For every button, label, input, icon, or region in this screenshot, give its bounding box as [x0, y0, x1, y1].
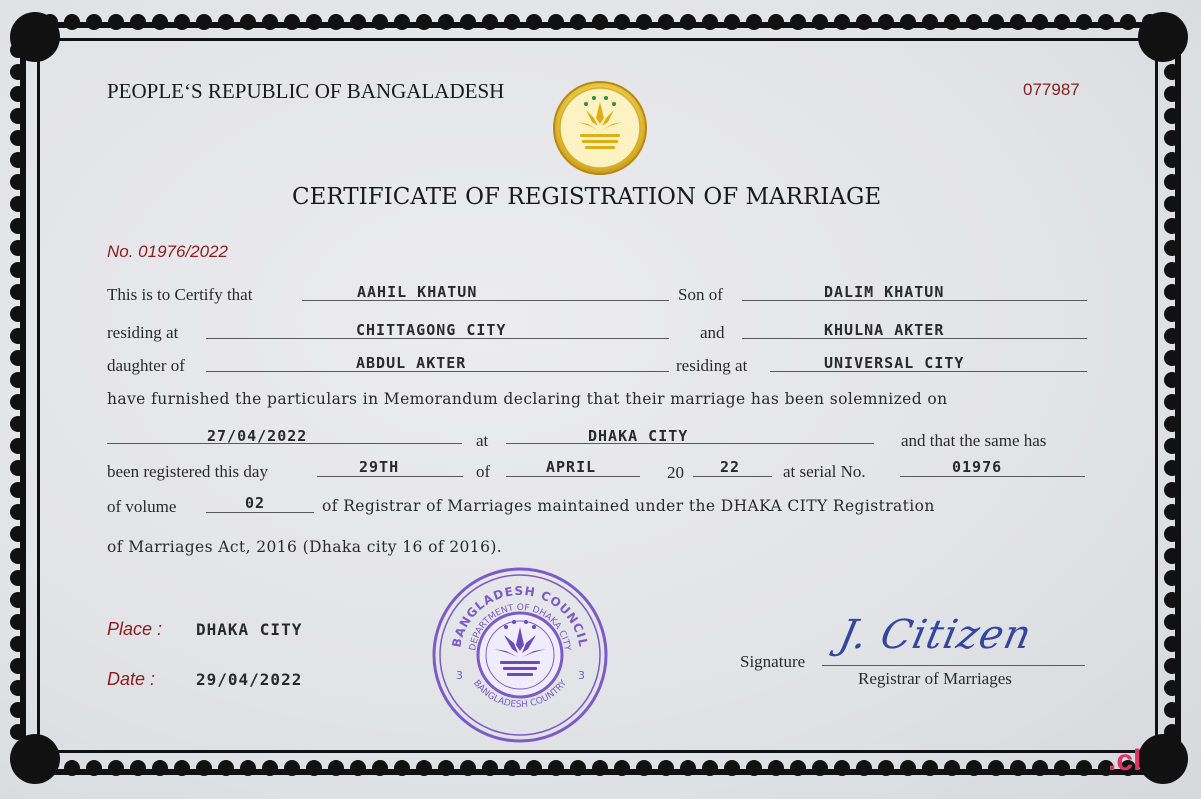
field-volume: 02: [245, 494, 266, 512]
label-and: and: [700, 323, 725, 342]
stamp-bottom-text: BANGLADESH COUNTRY: [470, 678, 570, 711]
field-bride-name: KHULNA AKTER: [824, 321, 945, 339]
watermark-text: .cl: [1108, 744, 1142, 777]
label-same-has: and that the same has: [901, 431, 1047, 450]
stamp-right-number: 3: [578, 669, 585, 682]
field-reg-year: 22: [720, 458, 741, 476]
field-groom-name: AAHIL KHATUN: [357, 283, 478, 301]
label-daughter-of: daughter of: [107, 356, 185, 375]
stamp-left-number: 3: [456, 669, 463, 682]
label-place: Place :: [107, 619, 163, 639]
field-solemnized-place: DHAKA CITY: [588, 427, 689, 445]
label-registrar-of-marriages: Registrar of Marriages: [858, 669, 1012, 688]
label-son-of: Son of: [678, 285, 723, 304]
field-date: 29/04/2022: [196, 670, 303, 689]
text-registrar: of Registrar of Marriages maintained under the DHAKA CITY Registration: [322, 497, 935, 515]
field-reg-month: APRIL: [546, 458, 597, 476]
certificate-title: CERTIFICATE OF REGISTRATION OF MARRIAGE: [292, 184, 882, 210]
label-residing-at-2: residing at: [676, 356, 748, 375]
line-signature: [822, 665, 1085, 666]
stamp-inner-top-text: DEPARTMENT OF DHAKA CITY: [468, 602, 572, 652]
corner-ornament-bottom-right: [1138, 734, 1188, 784]
council-stamp-icon: [430, 565, 610, 745]
registration-number: No. 01976/2022: [107, 242, 228, 261]
line-serial-number: [900, 476, 1085, 477]
field-groom-father: DALIM KHATUN: [824, 283, 945, 301]
stamp-outer-top-text: BANGLADESH COUNCIL: [449, 583, 591, 649]
label-signature: Signature: [740, 652, 806, 671]
line-reg-day: [317, 476, 463, 477]
label-residing-at: residing at: [107, 323, 179, 342]
field-solemnized-date: 27/04/2022: [207, 427, 308, 445]
label-date: Date :: [107, 669, 156, 689]
line-solemnized-place: [506, 443, 874, 444]
text-act: of Marriages Act, 2016 (Dhaka city 16 of 2016).: [107, 538, 503, 556]
field-bride-residence: UNIVERSAL CITY: [824, 354, 965, 372]
field-serial-number: 01976: [952, 458, 1003, 476]
label-serial-no: at serial No.: [783, 462, 866, 481]
line-reg-year: [693, 476, 772, 477]
label-registered-day: been registered this day: [107, 462, 268, 481]
corner-ornament-top-right: [1138, 12, 1188, 62]
emblem-seal-icon: [552, 80, 648, 176]
corner-ornament-bottom-left: [10, 734, 60, 784]
field-bride-father: ABDUL AKTER: [356, 354, 467, 372]
country-heading: PEOPLE‘S REPUBLIC OF BANGALADESH: [107, 79, 505, 103]
field-reg-day: 29TH: [359, 458, 400, 476]
label-at: at: [476, 431, 489, 450]
label-of: of: [476, 462, 491, 481]
field-place: DHAKA CITY: [196, 620, 303, 639]
signature-mark: J. Citizen: [835, 612, 1037, 658]
label-of-volume: of volume: [107, 497, 177, 516]
field-groom-residence: CHITTAGONG CITY: [356, 321, 507, 339]
line-reg-month: [506, 476, 640, 477]
corner-ornament-top-left: [10, 12, 60, 62]
certificate-serial: 077987: [1023, 80, 1080, 99]
text-furnished: have furnished the particulars in Memorandum declaring that their marriage has been solemnized on: [107, 390, 948, 408]
label-twenty: 20: [667, 463, 684, 482]
line-volume: [206, 512, 314, 513]
label-certify: This is to Certify that: [107, 285, 253, 304]
